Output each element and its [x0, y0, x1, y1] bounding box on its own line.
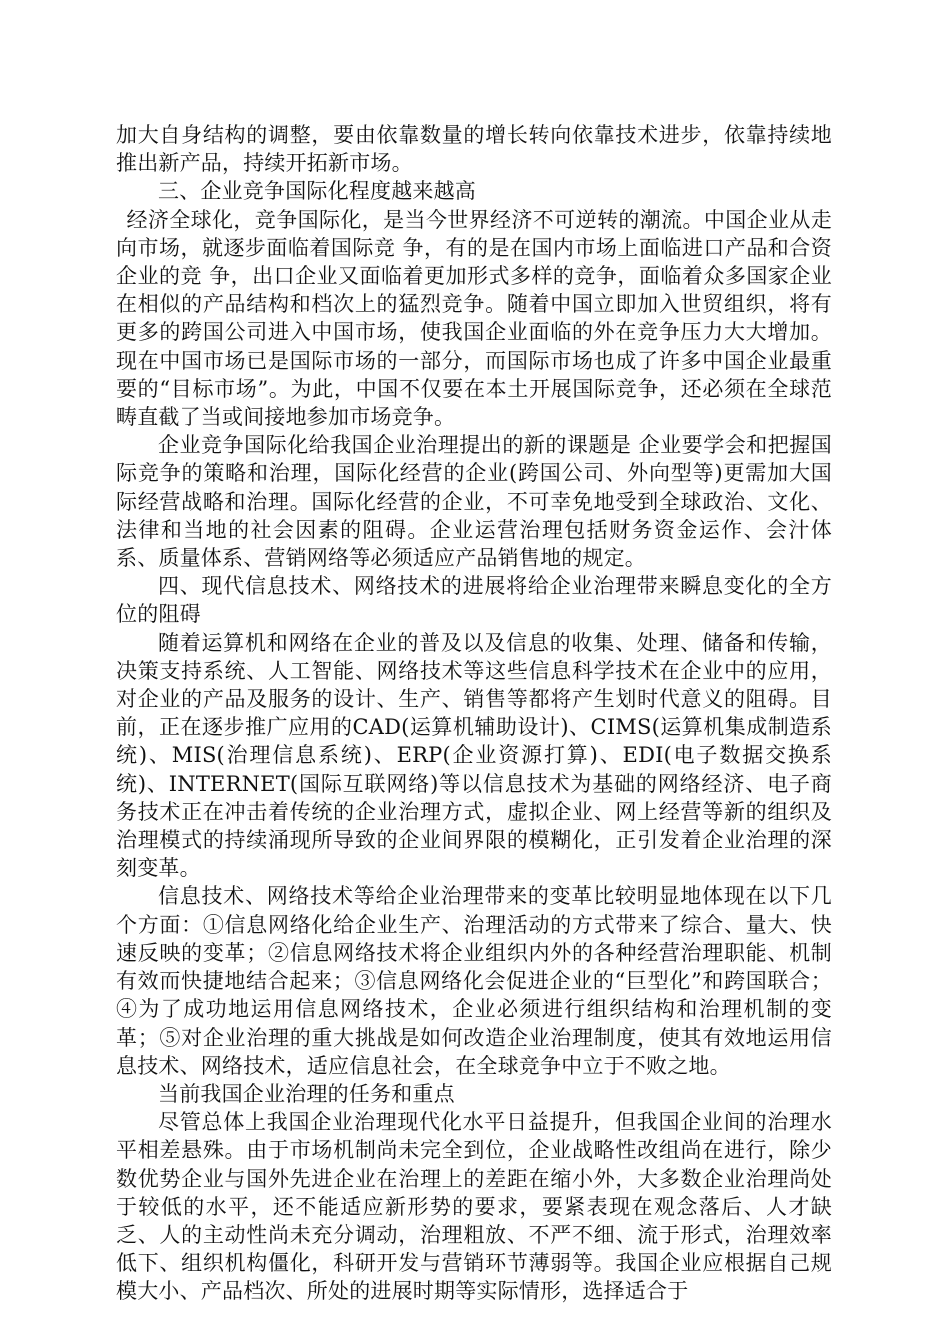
- document-page: [116, 121, 832, 1306]
- paragraph-management-level: 尽管总体上我国企业治理现代化水平日益提升，但我国企业间的治理水平相差悬殊。由于市场机制尚未完全到位，企业战略性改组尚在进行，除少数优势企业与国外先进企业在治理上的差距在缩小外，大多数企业治理尚处于较低的水平，还不能适应新形势的要求，要紧表现在观念落后、人才缺乏、人的主动性尚未充分调动，治理粗放、不严不细、流于形式，治理效率低下、组织机构僵化，科研开发与营销环节薄弱等。我国企业应根据自己规模大小、产品档次、所处的进展时期等实际情形，选择适合于: [116, 1110, 832, 1304]
- section-heading-four: 四、现代信息技术、网络技术的进展将给企业治理带来瞬息变化的全方位的阻碍: [116, 574, 832, 627]
- paragraph-information-technology: 随着运算机和网络在企业的普及以及信息的收集、处理、储备和传输，决策支持系统、人工智能、网络技术等这些信息科学技术在企业中的应用，对企业的产品及服务的设计、生产、销售等都将产生划时代意义的阻碍。目前，正在逐步推广应用的CAD(运算机辅助设计)、CIMS(运算机集成制造系统)、MIS(治理信息系统)、ERP(企业资源打算)、EDI(电子数据交换系统)、INTERNET(国际互联网络)等以信息技术为基础的网络经济、电子商务技术正在冲击着传统的企业治理方式，虚拟企业、网上经营等新的组织及治理模式的持续涌现所导致的企业间界限的模糊化，正引发着企业治理的深刻变革。: [116, 630, 832, 881]
- section-heading-three: 三、企业竞争国际化程度越来越高: [158, 179, 476, 204]
- paragraph-continuation: 加大自身结构的调整，要由依靠数量的增长转向依靠技术进步，依靠持续地推出新产品，持续开拓新市场。: [116, 123, 832, 176]
- section-heading-tasks: 当前我国企业治理的任务和重点: [158, 1081, 455, 1106]
- paragraph-globalization: 经济全球化，竞争国际化，是当今世界经济不可逆转的潮流。中国企业从走向市场，就逐步面临着国际竞 争，有的是在国内市场上面临进口产品和合资企业的竞 争，出口企业又面临着更加形式多样的竞争，面临着众多国家企业在相似的产品结构和档次上的猛烈竞争。随着中国立即加入世贸组织，将有更多的跨国公司进入中国市场，使我国企业面临的外在竞争压力大大增加。现在中国市场已是国际市场的一部分，而国际市场也成了许多中国企业最重要的“目标市场”。为此，中国不仅要在本土开展国际竞争，还必须在全球范畴直截了当或间接地参加市场竞争。: [116, 207, 832, 430]
- paragraph-international-competition: 企业竞争国际化给我国企业治理提出的新的课题是 企业要学会和把握国际竞争的策略和治理，国际化经营的企业(跨国公司、外向型等)更需加大国际经营战略和治理。国际化经营的企业，不可幸免地受到全球政治、文化、法律和当地的社会因素的阻碍。企业运营治理包括财务资金运作、会汁体系、质量体系、营销网络等必须适应产品销售地的规定。: [116, 433, 832, 571]
- paragraph-it-changes: 信息技术、网络技术等给企业治理带来的变革比较明显地体现在以下几个方面：①信息网络化给企业生产、治理活动的方式带来了综合、量大、快速反映的变革；②信息网络技术将企业组织内外的各种经营治理职能、机制有效而快捷地结合起来；③信息网络化会促进企业的“巨型化”和跨国联合；④为了成功地运用信息网络技术，企业必须进行组织结构和治理机制的变革；⑤对企业治理的重大挑战是如何改造企业治理制度，使其有效地运用信息技术、网络技术，适应信息社会，在全球竞争中立于不败之地。: [116, 884, 832, 1078]
